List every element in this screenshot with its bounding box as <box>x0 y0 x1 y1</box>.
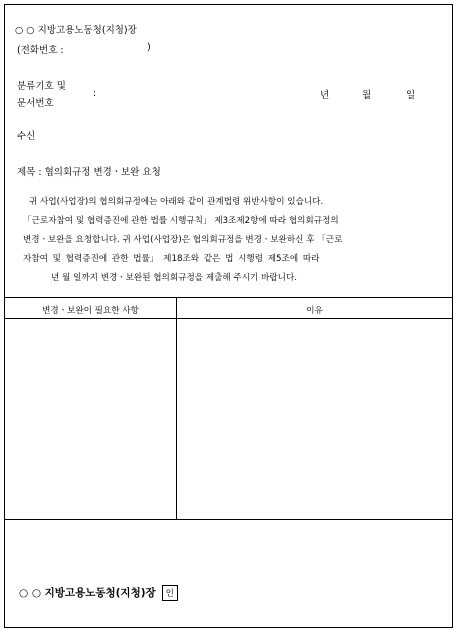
table-header-changes: 변경ㆍ보완이 필요한 사항 <box>42 306 139 316</box>
signature-block <box>19 585 178 601</box>
recipient-label: 수신 <box>17 131 36 142</box>
date-year: 년 <box>320 90 330 101</box>
office-title: ○ ○ 지방고용노동청(지청)장 <box>15 25 137 36</box>
seal-mark: 인 <box>162 585 178 601</box>
body-line: 변경ㆍ보완을 요청합니다. 귀 사업(사업장)은 협의회규정을 변경ㆍ보완하신 후 「근로 <box>23 235 343 245</box>
classification-colon: : <box>93 88 97 99</box>
table-header-divider <box>5 318 452 319</box>
table-bottom-divider <box>5 519 452 520</box>
table-header-reason: 이유 <box>306 306 323 316</box>
classification-label-2: 문서번호 <box>17 98 54 109</box>
table-column-divider <box>176 297 177 519</box>
body-line: 귀 사업(사업장)의 협의회규정에는 아래와 같이 관계법령 위반사항이 있습니다. <box>29 197 324 207</box>
subject-line: 제목 : 협의회규정 변경ㆍ보완 요청 <box>17 167 161 178</box>
classification-label-1: 분류기호 및 <box>17 81 66 92</box>
body-line: 자참여 및 협력증진에 관한 법률」 제18조와 같은 법 시행령 제5조에 따라 <box>23 254 320 264</box>
body-line: 년 월 일까지 변경ㆍ보완된 협의회규정을 제출해 주시기 바랍니다. <box>51 273 297 283</box>
request-body <box>23 193 439 288</box>
date-month: 월 <box>362 90 372 101</box>
official-document <box>4 4 453 628</box>
phone-close: ) <box>147 42 151 53</box>
date-day: 일 <box>406 90 416 101</box>
section-divider-top <box>5 297 452 298</box>
phone-label: (전화번호 : <box>17 45 64 56</box>
signature-title: ○ ○ 지방고용노동청(지청)장 <box>19 587 156 599</box>
body-line: 「근로자참여 및 협력증진에 관한 법률 시행규칙」 제3조제2항에 따라 협의회규정의 <box>23 216 339 226</box>
